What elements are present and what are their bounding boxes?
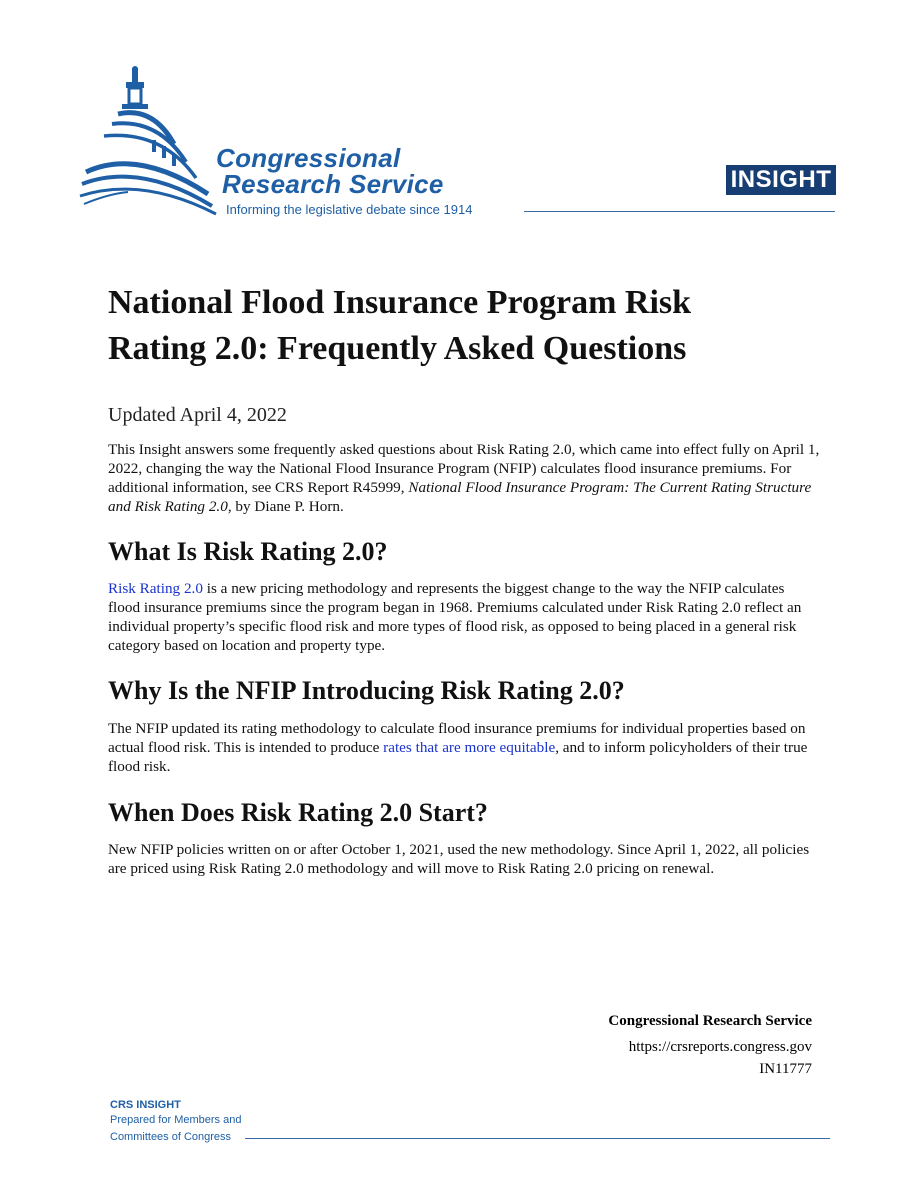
logo-text-congressional: Congressional	[216, 143, 401, 173]
capitol-dome-icon	[78, 66, 218, 216]
section-paragraph-what-is	[108, 579, 820, 655]
section-heading-why: Why Is the NFIP Introducing Risk Rating 2.0?	[108, 676, 625, 705]
insight-badge: INSIGHT	[726, 165, 836, 195]
intro-report-title: National Flood Insurance Program: The Current Rating Structure and Risk Rating 2.0	[108, 479, 812, 515]
footer-url: https://crsreports.congress.gov	[628, 1039, 812, 1055]
footer-rule	[245, 1138, 830, 1139]
equitable-rates-link[interactable]: rates that are more equitable	[383, 739, 556, 756]
section-heading-when: When Does Risk Rating 2.0 Start?	[108, 798, 488, 827]
title-line-2: Rating 2.0: Frequently Asked Questions	[108, 330, 687, 367]
intro-text-2: , by Diane P. Horn.	[227, 498, 344, 515]
intro-text-1: This Insight answers some frequently asked questions about Risk Rating 2.0, which came into effect fully on April 1, 2022, changing the way the National Flood Insurance Program (NFIP) calculates flood insurance premiums. For additional information, see CRS Report R45999,	[108, 441, 820, 496]
header-rule	[524, 211, 835, 212]
footer-crs-insight-label: CRS INSIGHT	[110, 1099, 181, 1111]
section-heading-what-is: What Is Risk Rating 2.0?	[108, 537, 388, 566]
footer-report-number: IN11777	[759, 1061, 812, 1077]
section2-text-1: The NFIP updated its rating methodology to calculate flood insurance premiums for individual properties based on actual flood risk. This is intended to produce	[108, 720, 806, 756]
section2-text-2: , and to inform policyholders of their true flood risk.	[108, 739, 808, 775]
footer-prepared-line-2: Committees of Congress	[110, 1131, 232, 1143]
footer-org-name: Congressional Research Service	[608, 1013, 812, 1029]
section-paragraph-when: New NFIP policies written on or after October 1, 2021, used the new methodology. Since April 1, 2022, all policies are priced using Risk Rating 2.0 methodology and will move to Risk Rating 2.0 pricing on renewal.	[108, 841, 810, 877]
logo-tagline: Informing the legislative debate since 1914	[226, 202, 473, 217]
intro-paragraph	[108, 440, 820, 516]
document-title	[108, 280, 828, 372]
footer-prepared-line-1: Prepared for Members and	[110, 1114, 242, 1126]
risk-rating-link[interactable]: Risk Rating 2.0	[108, 580, 203, 597]
updated-date: Updated April 4, 2022	[108, 404, 287, 426]
section1-text: is a new pricing methodology and represents the biggest change to the way the NFIP calculates flood insurance premiums since the program began in 1968. Premiums calculated under Risk Rating 2.0 reflect an individual property’s specific flood risk and more types of flood risk, as opposed to being placed in a general risk category based on location and property type.	[108, 580, 802, 654]
logo-text-research-service: Research Service	[222, 169, 444, 199]
section-paragraph-why	[108, 719, 820, 776]
title-line-1: National Flood Insurance Program Risk	[108, 284, 692, 321]
